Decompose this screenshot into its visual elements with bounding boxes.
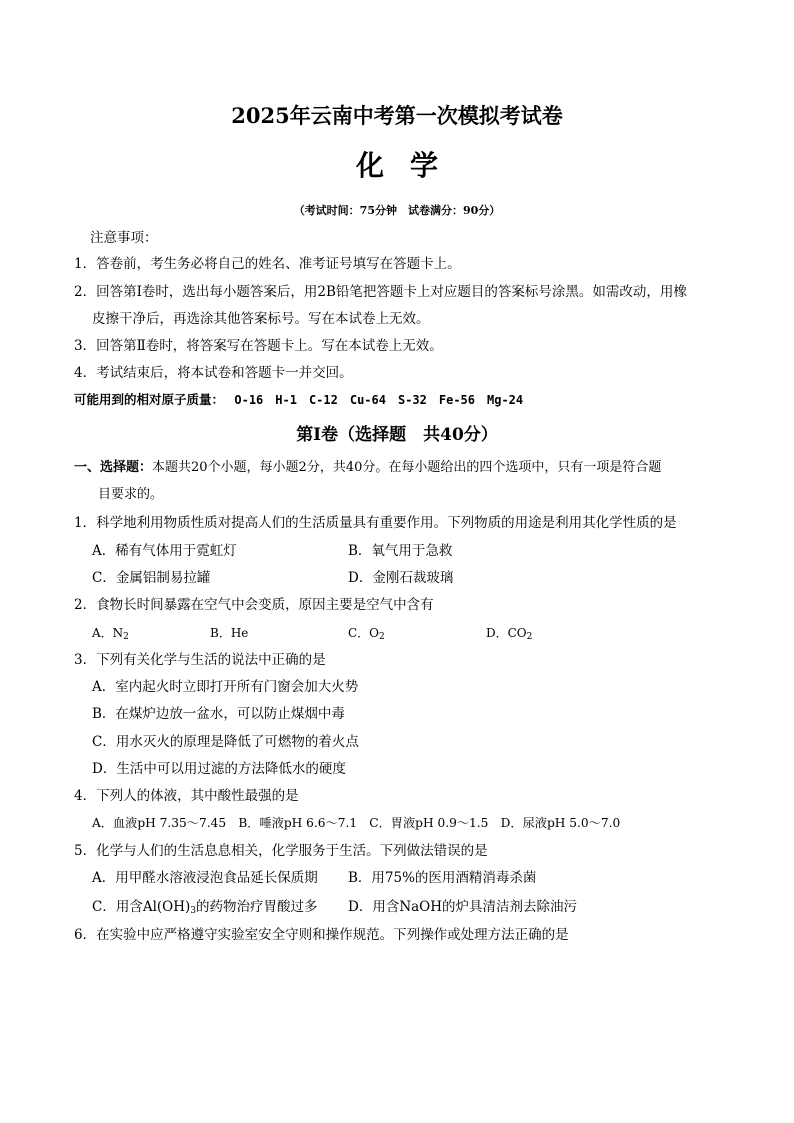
atomic-masses [74,391,523,409]
question-stem: 2．食物长时间暴露在空气中会变质，原因主要是空气中含有 [74,597,434,613]
option-c-text-end: 的药物治疗胃酸过多 [196,899,318,915]
section-title: 第Ⅰ卷（选择题 共40分） [296,425,498,445]
option-c-sub: 2 [379,632,385,642]
exam-title: 2025年云南中考第一次模拟考试卷 [231,103,563,128]
options-row: A．血液pH 7.35～7.45 B．唾液pH 6.6～7.1 C．胃液pH 0.9～1.5 D．尿液pH 5.0～7.0 [92,816,621,830]
option-d: D．用含NaOH的炉具清洁剂去除油污 [348,899,578,915]
instruction-text-cont: 目要求的。 [98,487,164,502]
option-c: C．金属铝制易拉罐 [92,570,211,586]
option-d [486,624,532,642]
subject-title: 化学 [355,149,464,182]
option-d-text: D．CO [486,626,527,640]
question-stem: 5．化学与人们的生活息息相关，化学服务于生活。下列做法错误的是 [74,843,488,859]
option-b: B．用75%的医用酒精消毒杀菌 [348,870,537,886]
notice-item: 2．回答第Ⅰ卷时，选出每小题答案后，用2B铅笔把答题卡上对应题目的答案标号涂黑。如需改动，用橡 [74,284,687,300]
option-b: B．He [210,626,249,640]
option-a-sub: 2 [123,632,129,642]
question-stem: 3．下列有关化学与生活的说法中正确的是 [74,652,326,668]
notice-item: 1．答卷前，考生务必将自己的姓名、准考证号填写在答题卡上。 [74,256,461,272]
option-c-sub: 3 [190,906,197,916]
question-stem: 6．在实验中应严格遵守实验室安全守则和操作规范。下列操作或处理方法正确的是 [74,927,569,943]
atomic-masses-values: O-16 H-1 C-12 Cu-64 S-32 Fe-56 Mg-24 [234,393,524,407]
option-c-text: C．用含Al(OH) [92,899,191,915]
instruction-text: 本题共20个小题，每小题2分，共40分。在每小题给出的四个选项中，只有一项是符合题 [152,460,662,475]
option-c: C．用水灭火的原理是降低了可燃物的着火点 [92,734,359,750]
option-a: A．室内起火时立即打开所有门窗会加大火势 [92,679,359,695]
section-instruction [74,459,661,477]
instruction-label: 一、选择题： [74,460,153,475]
notice-item: 4．考试结束后，将本试卷和答题卡一并交回。 [74,365,353,381]
question-stem: 1．科学地利用物质性质对提高人们的生活质量具有重要作用。下列物质的用途是利用其化学性质的是 [74,515,677,531]
option-b: B．氧气用于急救 [348,543,453,559]
option-a [92,624,129,642]
exam-meta: （考试时间：75分钟 试卷满分：90分） [293,204,501,217]
atomic-masses-label: 可能用到的相对原子质量： [74,392,225,407]
option-d: D．金刚石裁玻璃 [348,570,454,586]
option-d-sub: 2 [526,632,533,642]
notice-item: 3．回答第Ⅱ卷时，将答案写在答题卡上。写在本试卷上无效。 [74,338,443,354]
option-d: D．生活中可以用过滤的方法降低水的硬度 [92,761,346,777]
option-c-text: C．O [348,626,380,640]
option-a-text: A．N [92,626,124,640]
option-c [348,624,385,642]
option-c [92,898,318,916]
question-stem: 4．下列人的体液，其中酸性最强的是 [74,788,299,804]
notice-item: 皮擦干净后，再选涂其他答案标号。写在本试卷上无效。 [92,311,430,327]
option-a: A．用甲醛水溶液浸泡食品延长保质期 [92,870,318,886]
notice-heading: 注意事项： [90,230,158,246]
option-a: A．稀有气体用于霓虹灯 [92,543,237,559]
option-b: B．在煤炉边放一盆水，可以防止煤烟中毒 [92,706,345,722]
